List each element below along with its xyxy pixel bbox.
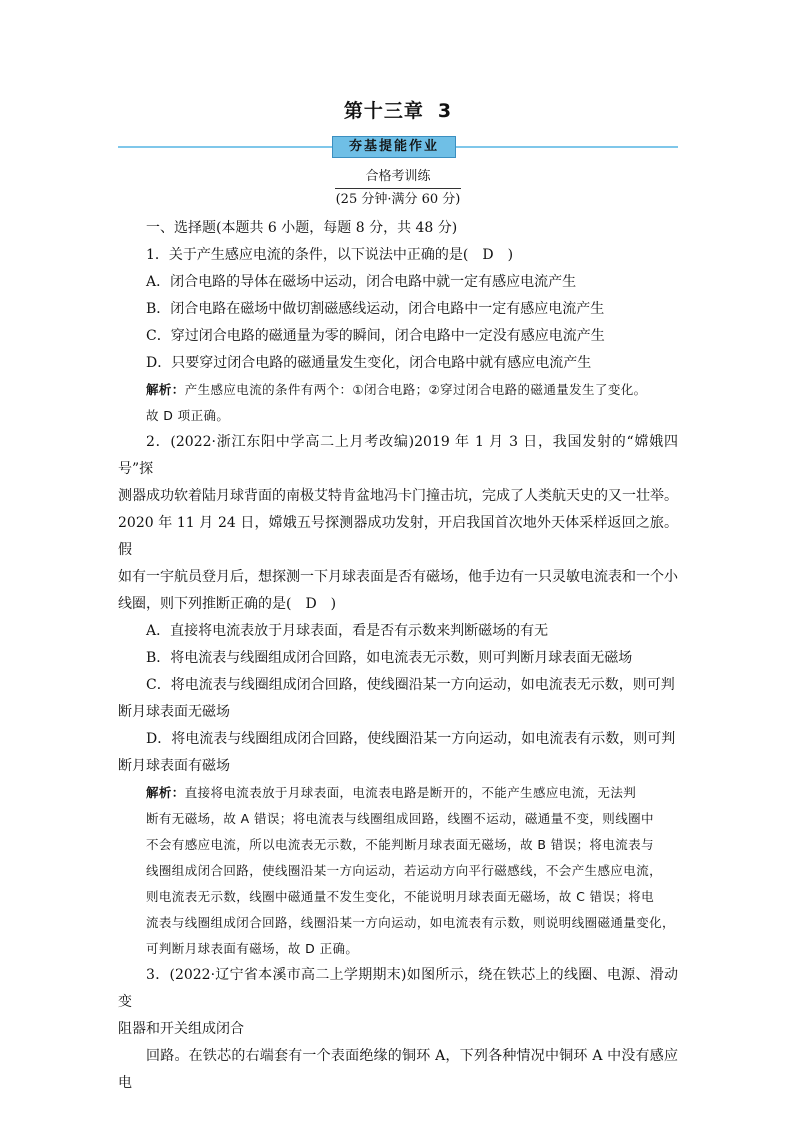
q3-stem-line1: 3．(2022·辽宁省本溪市高二上学期期末)如图所示，绕在铁芯上的线圈、电源、滑动变 xyxy=(118,967,678,1010)
q2-analysis-line5: 则电流表无示数，线圈中磁通量不发生变化，不能说明月球表面无磁场，故 C 错误；将电 xyxy=(146,889,655,904)
q1-analysis-text: 产生感应电流的条件有两个：①闭合电路；②穿过闭合电路的磁通量发生了变化。 xyxy=(184,382,647,397)
q2-stem-line3: 2020 年 11 月 24 日，嫦娥五号探测器成功发射，开启我国首次地外天体采样返回之旅。假 xyxy=(118,515,678,558)
q1-option-d: D．只要穿过闭合电路的磁通量发生变化，闭合电路中就有感应电流产生 xyxy=(146,355,592,371)
q1-analysis-cont: 故 D 项正确。 xyxy=(146,408,230,423)
q2-analysis xyxy=(118,780,678,806)
q3-stem-line2: 阻器和开关组成闭合 xyxy=(118,1021,244,1037)
chapter-number: 3 xyxy=(437,100,453,122)
q2-analysis-line4: 线圈组成闭合回路，使线圈沿某一方向运动，若运动方向平行磁感线，不会产生感应电流， xyxy=(146,863,663,878)
chapter-title xyxy=(118,96,678,126)
analysis-label: 解析： xyxy=(146,785,185,800)
q2-option-c: C．将电流表与线圈组成闭合回路，使线圈沿某一方向运动，如电流表无示数，则可判 xyxy=(146,677,675,693)
q2-stem-line4: 如有一宇航员登月后，想探测一下月球表面是否有磁场，他手边有一只灵敏电流表和一个小 xyxy=(118,569,678,585)
q2-analysis-line7: 可判断月球表面有磁场，故 D 正确。 xyxy=(146,941,359,956)
chapter-label: 第十三章 xyxy=(343,100,424,122)
document-page xyxy=(118,96,678,1097)
part-heading: 一、选择题(本题共 6 小题，每题 8 分，共 48 分) xyxy=(146,220,458,236)
section-banner: 夯基提能作业 xyxy=(332,136,456,158)
q2-analysis-line6: 流表与线圈组成闭合回路，线圈沿某一方向运动，如电流表有示数，则说明线圈磁通量变化， xyxy=(146,915,675,930)
q2-stem-line1: 2．(2022·浙江东阳中学高二上月考改编)2019 年 1 月 3 日，我国发射的“嫦娥四号”探 xyxy=(118,434,678,477)
q2-analysis-line2: 断有无磁场，故 A 错误；将电流表与线圈组成回路，线圈不运动，磁通量不变，则线圈中 xyxy=(146,811,654,826)
banner-row xyxy=(118,134,678,160)
q2-stem-line2: 测器成功软着陆月球背面的南极艾特肯盆地冯卡门撞击坑，完成了人类航天史的又一壮举。 xyxy=(118,488,678,504)
q2-analysis-line1: 直接将电流表放于月球表面，电流表电路是断开的，不能产生感应电流，无法判 xyxy=(184,785,637,800)
q2-analysis-line3: 不会有感应电流，所以电流表无示数，不能判断月球表面无磁场，故 B 错误；将电流表与 xyxy=(146,837,654,852)
section-title xyxy=(118,168,678,189)
q2-option-b: B．将电流表与线圈组成闭合回路，如电流表无示数，则可判断月球表面无磁场 xyxy=(146,650,633,666)
q1-option-c: C．穿过闭合电路的磁通量为零的瞬间，闭合电路中一定没有感应电流产生 xyxy=(146,328,605,344)
q2-option-c-cont: 断月球表面无磁场 xyxy=(118,704,230,720)
analysis-label: 解析： xyxy=(146,382,185,397)
q1-analysis xyxy=(118,377,678,403)
q1-option-b: B．闭合电路在磁场中做切割磁感线运动，闭合电路中一定有感应电流产生 xyxy=(146,301,605,317)
q2-option-d: D．将电流表与线圈组成闭合回路，使线圈沿某一方向运动，如电流表有示数，则可判 xyxy=(146,731,676,747)
section-meta: (25 分钟·满分 60 分) xyxy=(335,192,461,207)
section-title-text: 合格考训练 xyxy=(335,168,460,189)
q2-option-a: A．直接将电流表放于月球表面，看是否有示数来判断磁场的有无 xyxy=(146,623,549,639)
q1-option-a: A．闭合电路的导体在磁场中运动，闭合电路中就一定有感应电流产生 xyxy=(146,274,577,290)
q1-stem: 1．关于产生感应电流的条件，以下说法中正确的是( D ) xyxy=(146,247,514,263)
q3-stem-line3: 回路。在铁芯的右端套有一个表面绝缘的铜环 A，下列各种情况中铜环 A 中没有感应电 xyxy=(118,1048,678,1091)
q2-option-d-cont: 断月球表面有磁场 xyxy=(118,758,230,774)
q2-stem-line5: 线圈，则下列推断正确的是( D ) xyxy=(118,596,337,612)
